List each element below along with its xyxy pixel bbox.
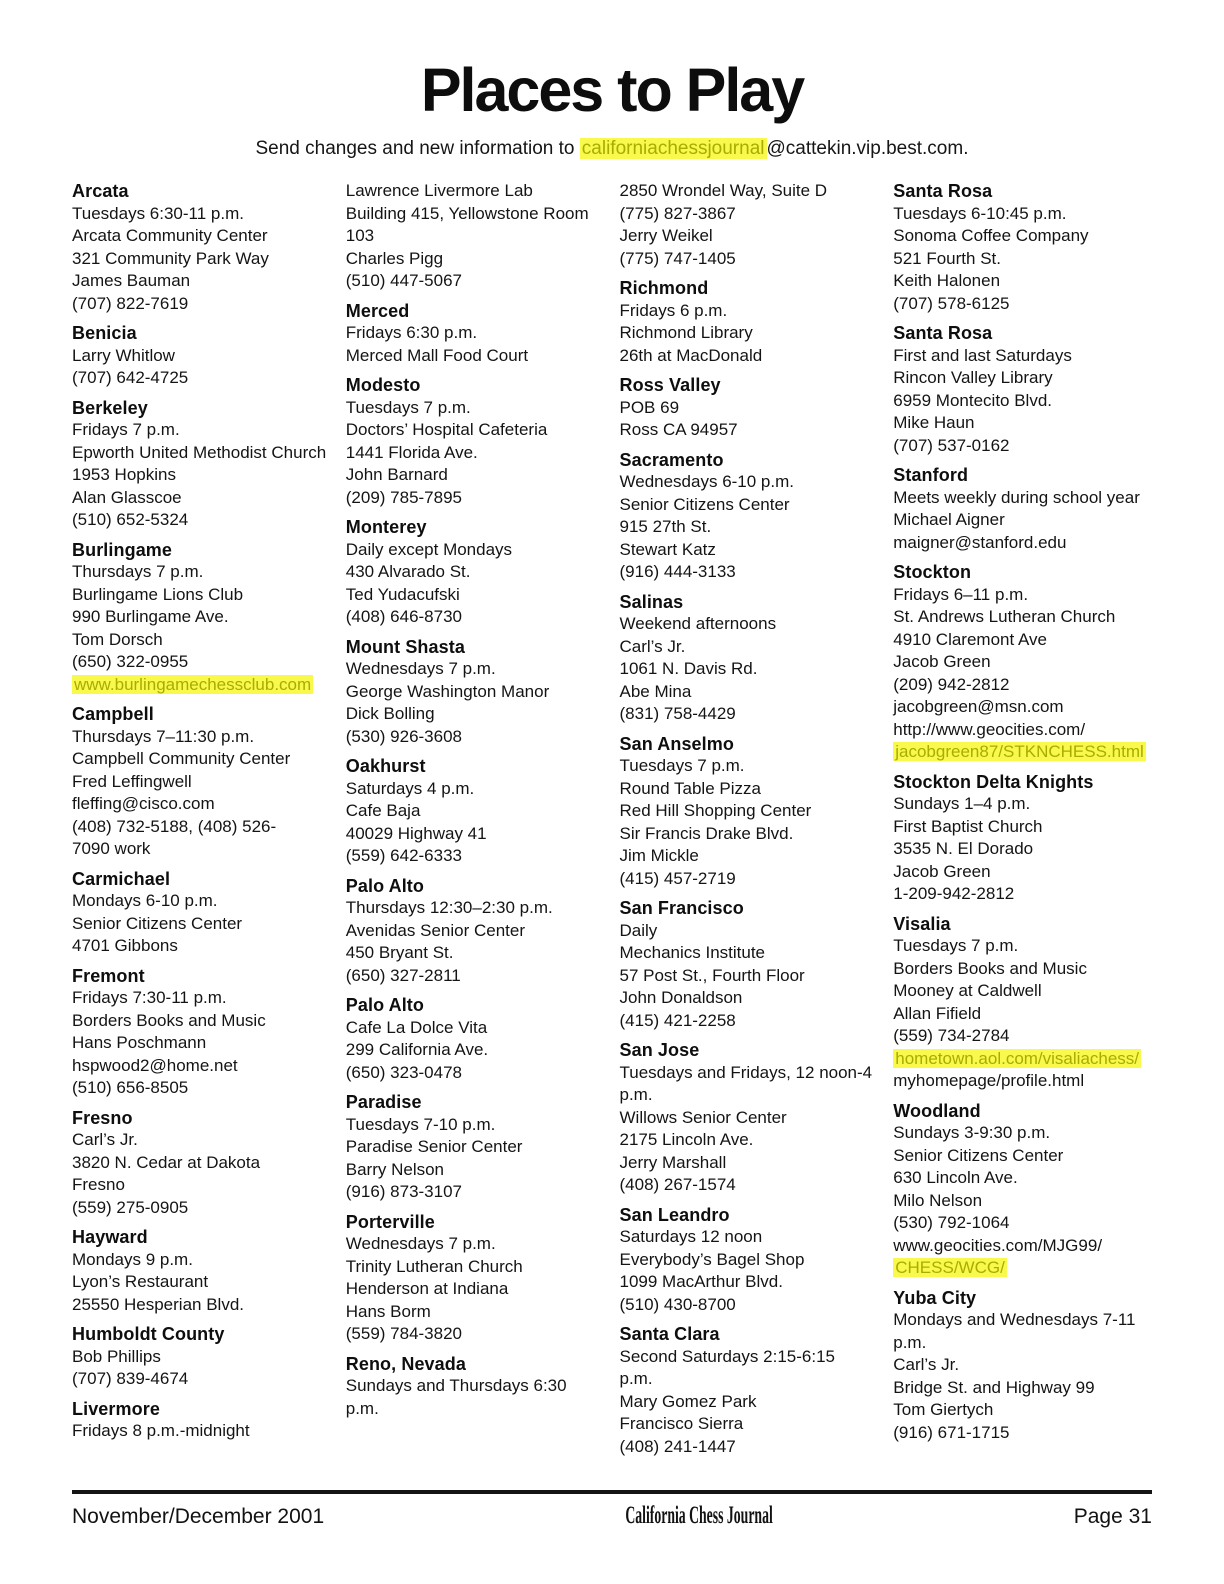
listing-line: (559) 642-6333 (345, 846, 463, 865)
listing-block (893, 180, 1152, 315)
column-1 (72, 180, 331, 1465)
listing-line: (650) 322-0955 (72, 652, 189, 671)
city-heading: San Francisco (619, 898, 744, 918)
listing-block (620, 374, 879, 442)
footer-divider (72, 1490, 1152, 1494)
listing-block (620, 591, 879, 726)
listing-block (893, 913, 1152, 1093)
listing-line: (707) 822-7619 (72, 293, 189, 313)
listing-line: Trinity Lutheran Church (345, 1256, 523, 1276)
listing-line: Epworth United Methodist Church (72, 442, 327, 462)
subtitle-text-prefix: Send changes and new information to (255, 138, 580, 159)
listing-line: Wednesdays 7 p.m. (345, 659, 496, 678)
listing-line: Campbell Community Center (72, 749, 291, 768)
city-heading: Paradise (345, 1092, 422, 1112)
listing-line (72, 674, 331, 697)
listing-line: Thursdays 7–11:30 p.m. (72, 726, 255, 746)
listing-line: Sundays 1–4 p.m. (893, 794, 1031, 813)
listing-line: myhomepage/profile.html (893, 1071, 1085, 1090)
listing-line: 57 Post St., Fourth Floor (619, 965, 805, 985)
listing-line: Lyon’s Restaurant (72, 1272, 209, 1291)
listing-line: p.m. (893, 1332, 927, 1352)
column-3 (620, 180, 879, 1465)
city-heading: Stockton (893, 562, 972, 582)
listing-line: www.geocities.com/MJG99/ (893, 1235, 1103, 1255)
listing-block (620, 1039, 879, 1197)
listing-line: 26th at MacDonald (619, 345, 763, 365)
city-heading: Reno, Nevada (345, 1353, 466, 1374)
listing-line: 40029 Highway 41 (345, 823, 487, 843)
listing-line: Red Hill Shopping Center (619, 801, 812, 820)
listing-block (893, 464, 1152, 554)
link-highlight[interactable]: CHESS/WCG/ (895, 1258, 1005, 1277)
listing-line: Merced Mall Food Court (345, 345, 529, 365)
city-heading: Stockton Delta Knights (893, 771, 1094, 792)
listing-line: Bob Phillips (72, 1346, 161, 1366)
city-heading: Santa Rosa (893, 181, 993, 201)
city-heading: Ross Valley (619, 375, 721, 395)
city-heading: San Leandro (619, 1204, 730, 1225)
listing-line: Sonoma Coffee Company (893, 226, 1089, 245)
listing-block (893, 771, 1152, 906)
listing-block (346, 374, 605, 509)
listing-line: 2175 Lincoln Ave. (619, 1130, 754, 1149)
listing-line: John Barnard (345, 465, 448, 484)
listing-line: Jerry Marshall (619, 1152, 727, 1172)
link-highlight[interactable]: hometown.aol.com/visaliachess/ (895, 1048, 1140, 1068)
listing-line: Avenidas Senior Center (345, 920, 525, 940)
listing-line: Fridays 6 p.m. (619, 300, 728, 320)
listing-line: (707) 537-0162 (893, 435, 1010, 455)
listing-line: (510) 430-8700 (619, 1294, 736, 1314)
listing-line: 299 California Ave. (345, 1040, 489, 1059)
listing-block (72, 397, 331, 532)
listing-line: jacobgreen@msn.com (893, 697, 1064, 716)
club-listings (72, 180, 1152, 1465)
listing-block (346, 1211, 605, 1346)
city-heading: Palo Alto (345, 875, 424, 896)
listing-line: John Donaldson (619, 988, 743, 1007)
listing-line: Arcata Community Center (72, 226, 268, 245)
listing-block (72, 180, 331, 315)
listing-line: (510) 447-5067 (345, 271, 463, 290)
listing-line: Charles Pigg (345, 248, 444, 268)
listing-line: http://www.geocities.com/ (893, 719, 1086, 739)
listing-line: Cafe Baja (345, 801, 421, 820)
listing-line: (831) 758-4429 (619, 704, 736, 723)
listing-line: Stewart Katz (619, 539, 716, 559)
listing-line: Tom Dorsch (72, 629, 163, 649)
listing-line: Larry Whitlow (72, 345, 175, 365)
listing-line: 103 (345, 226, 375, 245)
listing-line: Fridays 6–11 p.m. (893, 584, 1029, 604)
listing-line: First and last Saturdays (893, 345, 1072, 365)
page-title: Places to Play (420, 56, 804, 124)
footer-issue-date: November/December 2001 (72, 1505, 325, 1528)
footer-journal-title: California Chess Journal (625, 1502, 773, 1529)
listing-line: (559) 784-3820 (345, 1324, 463, 1343)
listing-block (346, 636, 605, 749)
city-heading: San Jose (619, 1040, 700, 1060)
listing-line: (916) 444-3133 (619, 562, 736, 581)
subtitle (0, 138, 1224, 160)
listing-line: (408) 267-1574 (619, 1175, 736, 1194)
listing-line: (916) 671-1715 (893, 1422, 1010, 1442)
listing-line: (408) 646-8730 (345, 607, 463, 626)
listing-line: Daily (619, 920, 658, 940)
listing-block (72, 1226, 331, 1316)
listing-line: 4910 Claremont Ave (893, 629, 1047, 649)
listing-line: Michael Aigner (893, 510, 1005, 529)
listing-block (620, 897, 879, 1032)
listing-line: (209) 942-2812 (893, 674, 1010, 694)
listing-line: Tuesdays 7 p.m. (619, 756, 745, 775)
listing-line: (415) 457-2719 (619, 868, 736, 888)
listing-line: Mondays 9 p.m. (72, 1249, 193, 1269)
city-heading: Sacramento (619, 449, 724, 470)
listing-line: hspwood2@home.net (72, 1055, 238, 1075)
listing-line: Tom Giertych (893, 1400, 994, 1419)
listing-line: (775) 827-3867 (619, 203, 736, 223)
listing-line: 1953 Hopkins (72, 465, 176, 484)
listing-line: Tuesdays 7-10 p.m. (345, 1114, 496, 1134)
listing-line: (707) 839-4674 (72, 1369, 189, 1388)
city-heading: Modesto (345, 375, 421, 395)
listing-line: (510) 652-5324 (72, 510, 189, 529)
listing-block (620, 1204, 879, 1317)
listing-line: 430 Alvarado St. (345, 562, 471, 581)
listing-line: Tuesdays 7 p.m. (893, 936, 1019, 955)
listing-line: Senior Citizens Center (619, 494, 790, 514)
listing-line: 990 Burlingame Ave. (72, 607, 229, 626)
email-link-highlight[interactable]: californiachessjournal (581, 138, 765, 159)
listing-block (72, 539, 331, 697)
city-heading: Berkeley (72, 397, 148, 418)
listing-line: Mike Haun (893, 413, 975, 432)
listing-line: p.m. (619, 1369, 653, 1388)
listing-line: Building 415, Yellowstone Room (345, 203, 589, 223)
listing-line (893, 741, 1152, 764)
listing-line: Jim Mickle (619, 846, 699, 865)
listing-line: maigner@stanford.edu (893, 532, 1067, 552)
listing-line: Ross CA 94957 (619, 420, 738, 439)
listing-line: Senior Citizens Center (72, 913, 243, 933)
listing-block (893, 322, 1152, 457)
listing-line: Carl’s Jr. (893, 1355, 960, 1374)
listing-line: Willows Senior Center (619, 1107, 787, 1127)
listing-line: fleffing@cisco.com (72, 794, 215, 813)
listing-line: Mondays and Wednesdays 7-11 (893, 1310, 1136, 1329)
listing-line: Hans Poschmann (72, 1033, 207, 1052)
listing-line: Jacob Green (893, 861, 991, 881)
listing-line: Doctors’ Hospital Cafeteria (345, 420, 548, 439)
city-heading: Hayward (72, 1227, 148, 1247)
listing-line: (707) 642-4725 (72, 368, 189, 387)
listing-line: Burlingame Lions Club (72, 584, 244, 604)
listing-line: 1099 MacArthur Blvd. (619, 1272, 783, 1291)
city-heading: Carmichael (72, 868, 171, 889)
listing-line: Carl’s Jr. (619, 636, 686, 656)
listing-line: Bridge St. and Highway 99 (893, 1377, 1095, 1397)
link-highlight[interactable]: jacobgreen87/STKNCHESS.html (895, 742, 1144, 761)
column-2 (346, 180, 605, 1465)
city-heading: Palo Alto (345, 995, 424, 1015)
listing-line: Richmond Library (619, 323, 753, 342)
listing-line: Fred Leffingwell (72, 771, 192, 791)
city-heading: San Anselmo (619, 733, 734, 754)
listing-line (893, 1048, 1152, 1071)
listing-line: (559) 275-0905 (72, 1197, 189, 1217)
listing-line: Borders Books and Music (893, 958, 1087, 978)
column-4 (893, 180, 1152, 1465)
listing-block (620, 1323, 879, 1458)
city-heading: Fremont (72, 965, 145, 986)
listing-line: 4701 Gibbons (72, 936, 178, 955)
city-heading: Mount Shasta (345, 636, 465, 657)
listing-line: 521 Fourth St. (893, 248, 1001, 268)
listing-line: 2850 Wrondel Way, Suite D (619, 181, 828, 200)
listing-line: 25550 Hesperian Blvd. (72, 1294, 245, 1314)
listing-block (893, 1100, 1152, 1280)
city-heading: Yuba City (893, 1287, 977, 1308)
listing-block (72, 1107, 331, 1220)
listing-line: Tuesdays and Fridays, 12 noon-4 (619, 1062, 873, 1082)
listing-line: Sundays and Thursdays 6:30 (345, 1376, 567, 1395)
listing-line: Senior Citizens Center (893, 1145, 1064, 1165)
listing-block (72, 868, 331, 958)
city-heading: Arcata (72, 181, 129, 201)
listing-line: Weekend afternoons (619, 614, 777, 633)
listing-line: 3535 N. El Dorado (893, 839, 1034, 858)
listing-block (72, 703, 331, 861)
city-heading: Benicia (72, 323, 137, 343)
listing-line: Mary Gomez Park (619, 1391, 757, 1411)
listing-line: p.m. (345, 1398, 379, 1418)
listing-block (346, 180, 605, 293)
link-highlight[interactable]: www.burlingamechessclub.com (74, 674, 312, 694)
listing-line: Thursdays 12:30–2:30 p.m. (345, 898, 553, 917)
listing-line: Sundays 3-9:30 p.m. (893, 1123, 1051, 1142)
listing-line: Second Saturdays 2:15-6:15 (619, 1346, 835, 1366)
city-heading: Salinas (619, 591, 684, 612)
listing-line: (415) 421-2258 (619, 1010, 736, 1030)
listing-line: Alan Glasscoe (72, 487, 182, 507)
listing-line: 630 Lincoln Ave. (893, 1168, 1018, 1187)
listing-line: (408) 732-5188, (408) 526- (72, 816, 277, 836)
listing-line: (510) 656-8505 (72, 1078, 189, 1097)
listing-line: 915 27th St. (619, 517, 712, 536)
listing-line: (650) 323-0478 (345, 1062, 463, 1082)
city-heading: Visalia (893, 913, 951, 934)
listing-line: Abe Mina (619, 681, 692, 701)
listing-line: Saturdays 4 p.m. (345, 778, 475, 798)
listing-block (346, 994, 605, 1084)
listing-line: (916) 873-3107 (345, 1182, 463, 1201)
city-heading: Humboldt County (72, 1324, 225, 1344)
listing-line: 1441 Florida Ave. (345, 442, 478, 462)
listing-block (346, 1353, 605, 1421)
listing-block (72, 322, 331, 390)
listing-line: Mechanics Institute (619, 943, 766, 962)
listing-line: Ted Yudacufski (345, 584, 460, 604)
listing-block (72, 1323, 331, 1391)
listing-line: p.m. (619, 1085, 653, 1104)
listing-line: Wednesdays 7 p.m. (345, 1234, 496, 1253)
footer (72, 1502, 1152, 1530)
listing-line: Meets weekly during school year (893, 487, 1140, 507)
listing-line: 450 Bryant St. (345, 943, 454, 962)
listing-line: 6959 Montecito Blvd. (893, 390, 1053, 410)
listing-block (346, 1091, 605, 1204)
listing-line: Fridays 7:30-11 p.m. (72, 988, 227, 1007)
listing-line: 7090 work (72, 839, 151, 858)
listing-line: Keith Halonen (893, 271, 1001, 290)
listing-line: George Washington Manor (345, 681, 550, 701)
listing-line: (559) 734-2784 (893, 1026, 1010, 1045)
listing-line: Paradise Senior Center (345, 1137, 523, 1156)
listing-line: Lawrence Livermore Lab (345, 181, 533, 200)
city-heading: Porterville (345, 1211, 435, 1232)
listing-line: Francisco Sierra (619, 1414, 744, 1433)
listing-line: Hans Borm (345, 1301, 431, 1321)
listing-line: Wednesdays 6-10 p.m. (619, 472, 794, 491)
listing-line: Carl’s Jr. (72, 1130, 138, 1149)
city-heading: Burlingame (72, 539, 173, 560)
city-heading: Santa Rosa (893, 323, 993, 343)
listing-line: St. Andrews Lutheran Church (893, 607, 1116, 626)
listing-line: James Bauman (72, 271, 191, 290)
listing-line: Jacob Green (893, 652, 991, 671)
listing-line: Mooney at Caldwell (893, 981, 1042, 1000)
listing-line: (707) 578-6125 (893, 293, 1010, 313)
listing-line: 1-209-942-2812 (893, 884, 1015, 903)
listing-line: Borders Books and Music (72, 1010, 266, 1030)
city-heading: Woodland (893, 1100, 981, 1121)
listing-line: Barry Nelson (345, 1159, 445, 1179)
city-heading: Monterey (345, 517, 427, 537)
listing-line: Fridays 8 p.m.-midnight (72, 1421, 250, 1440)
listing-line: 3820 N. Cedar at Dakota (72, 1152, 261, 1172)
listing-line: (650) 327-2811 (345, 965, 461, 985)
listing-line: Tuesdays 7 p.m. (345, 397, 471, 417)
city-heading: Richmond (619, 278, 709, 298)
listing-line: Fridays 6:30 p.m. (345, 323, 478, 342)
listing-line: Round Table Pizza (619, 778, 761, 798)
listing-block (346, 516, 605, 629)
listing-block (72, 1398, 331, 1443)
listing-block (346, 875, 605, 988)
listing-block (893, 561, 1152, 764)
listing-block (620, 733, 879, 891)
listing-line: 1061 N. Davis Rd. (619, 659, 758, 678)
listing-block (620, 449, 879, 584)
listing-block (72, 965, 331, 1100)
listing-line: Tuesdays 6-10:45 p.m. (893, 203, 1067, 223)
city-heading: Stanford (893, 465, 969, 485)
listing-line: Rincon Valley Library (893, 368, 1053, 387)
listing-line: (775) 747-1405 (619, 248, 736, 268)
listing-line: Dick Bolling (345, 704, 435, 723)
listing-line: Daily except Mondays (345, 539, 513, 559)
listing-line: Sir Francis Drake Blvd. (619, 823, 794, 843)
subtitle-text-suffix: @cattekin.vip.best.com. (766, 138, 969, 159)
listing-line: Cafe La Dolce Vita (345, 1017, 488, 1037)
listing-line: Henderson at Indiana (345, 1279, 509, 1298)
city-heading: Santa Clara (619, 1324, 720, 1344)
listing-line: Allan Fifield (893, 1003, 982, 1023)
listing-line: POB 69 (619, 397, 680, 417)
city-heading: Merced (345, 300, 410, 321)
listing-line (893, 1257, 1152, 1280)
listing-line: (530) 926-3608 (345, 726, 463, 746)
listing-line: Fridays 7 p.m. (72, 420, 180, 439)
listing-line: Saturdays 12 noon (619, 1227, 763, 1246)
listing-line: Fresno (72, 1175, 125, 1194)
listing-block (620, 180, 879, 270)
listing-line: Thursdays 7 p.m. (72, 562, 204, 581)
city-heading: Campbell (72, 704, 154, 724)
listing-line: Mondays 6-10 p.m. (72, 891, 218, 910)
listing-line: 321 Community Park Way (72, 248, 269, 268)
city-heading: Fresno (72, 1107, 133, 1128)
listing-block (346, 755, 605, 868)
city-heading: Oakhurst (345, 756, 426, 776)
listing-block (620, 277, 879, 367)
listing-line: (530) 792-1064 (893, 1213, 1010, 1232)
listing-line: First Baptist Church (893, 816, 1043, 836)
listing-line: Jerry Weikel (619, 226, 713, 245)
city-heading: Livermore (72, 1398, 160, 1419)
listing-line: Milo Nelson (893, 1190, 983, 1210)
listing-line: (408) 241-1447 (619, 1436, 736, 1456)
listing-block (893, 1287, 1152, 1445)
listing-line: Everybody’s Bagel Shop (619, 1249, 805, 1269)
listing-line: Tuesdays 6:30-11 p.m. (72, 203, 244, 223)
listing-block (346, 300, 605, 368)
footer-page-number: Page 31 (1073, 1505, 1152, 1528)
listing-line: (209) 785-7895 (345, 487, 463, 507)
